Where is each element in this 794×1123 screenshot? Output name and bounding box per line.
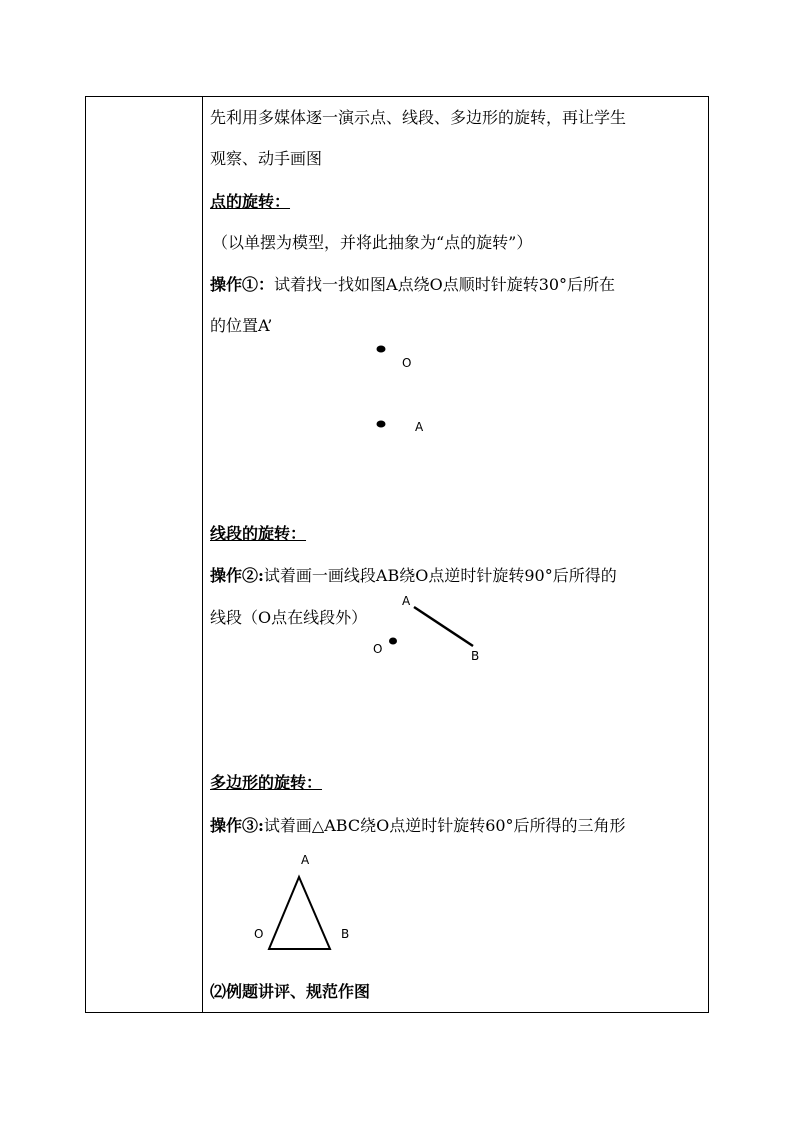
point-o-dot bbox=[377, 346, 386, 353]
point-a-label: A bbox=[415, 420, 424, 434]
segment-b-label: B bbox=[471, 649, 480, 663]
operation-2 bbox=[210, 566, 617, 586]
operation-2-text-2: 线段（O点在线段外） bbox=[210, 608, 368, 627]
triangle-abc bbox=[269, 877, 330, 949]
segment-ab bbox=[414, 607, 473, 646]
intro-line-1: 先利用多媒体逐一演示点、线段、多边形的旋转，再让学生 bbox=[210, 108, 627, 127]
point-a-dot bbox=[377, 421, 386, 428]
triangle-a-label: A bbox=[301, 853, 310, 867]
segment-rotation-figure bbox=[373, 594, 479, 663]
point-rotation-note: （以单摆为模型，并将此抽象为“点的旋转”） bbox=[212, 233, 533, 252]
operation-2-text: 试着画一画线段AB绕O点逆时针旋转90°后所得的 bbox=[263, 566, 617, 585]
segment-rotation-heading: 线段的旋转： bbox=[210, 524, 307, 543]
operation-3-label: 操作③: bbox=[210, 816, 264, 835]
segment-o-dot bbox=[389, 638, 397, 645]
intro-line-2: 观察、动手画图 bbox=[210, 149, 323, 168]
operation-3 bbox=[210, 816, 626, 836]
triangle-o-label: O bbox=[254, 927, 264, 941]
operation-1-text-2: 的位置A’ bbox=[210, 316, 273, 335]
example-heading: ⑵例题讲评、规范作图 bbox=[210, 982, 371, 1001]
point-o-label: O bbox=[402, 356, 412, 370]
point-rotation-heading: 点的旋转： bbox=[210, 192, 291, 211]
polygon-rotation-heading: 多边形的旋转： bbox=[210, 773, 323, 792]
segment-a-label: A bbox=[402, 594, 411, 608]
triangle-b-label: B bbox=[341, 927, 350, 941]
segment-o-label: O bbox=[373, 642, 383, 656]
operation-3-text: 试着画△ABC绕O点逆时针旋转60°后所得的三角形 bbox=[263, 816, 626, 835]
triangle-figure bbox=[254, 853, 349, 949]
operation-1-label: 操作①： bbox=[210, 275, 275, 294]
point-rotation-figure bbox=[377, 346, 425, 435]
operation-1-text: 试着找一找如图A点绕O点顺时针旋转30°后所在 bbox=[274, 275, 616, 294]
operation-2-label: 操作②: bbox=[210, 566, 264, 585]
